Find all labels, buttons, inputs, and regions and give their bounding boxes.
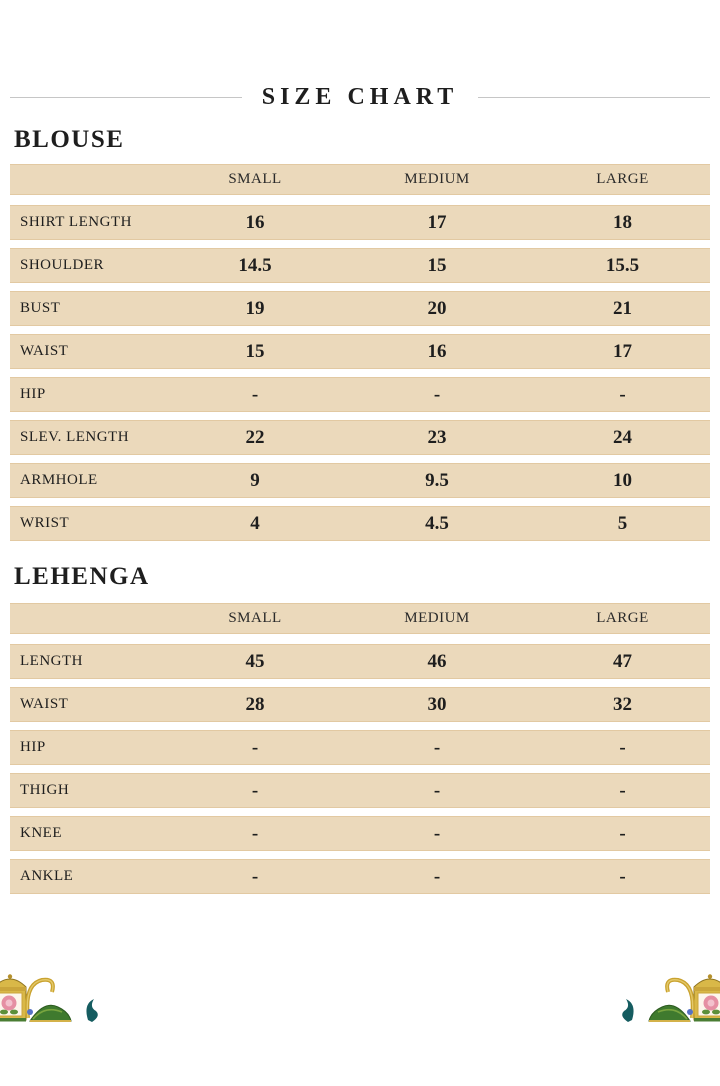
cell-value: 32 (613, 694, 632, 715)
cell-value: - (433, 780, 441, 801)
cell-value: 21 (613, 298, 632, 319)
cell-value: - (433, 384, 441, 405)
table-row (10, 463, 710, 498)
cell-value: - (619, 780, 626, 801)
cell-value: 45 (245, 651, 265, 672)
title-rule-left (10, 97, 242, 98)
cell-value: 18 (613, 212, 632, 233)
blouse-section (10, 126, 710, 541)
section-heading-lehenga: LEHENGA (14, 563, 150, 590)
row-label: ANKLE (20, 868, 74, 884)
cell-value: 4 (250, 513, 260, 534)
column-header-medium: MEDIUM (404, 171, 470, 187)
size-chart-header (10, 84, 710, 111)
column-header-small: SMALL (228, 610, 282, 626)
cell-value: 24 (613, 427, 632, 448)
row-label: HIP (20, 739, 46, 755)
row-label: LENGTH (20, 653, 83, 669)
table-row (10, 773, 710, 808)
cell-value: 22 (245, 427, 265, 448)
table-body (10, 205, 710, 541)
table-row (10, 687, 710, 722)
table-header-row (10, 164, 710, 195)
table-row (10, 291, 710, 326)
table-row (10, 730, 710, 765)
table-row (10, 506, 710, 541)
table-row (10, 205, 710, 240)
table-row (10, 334, 710, 369)
cell-value: 10 (613, 470, 632, 491)
cell-value: - (619, 737, 626, 758)
cell-value: 15.5 (605, 255, 640, 276)
size-chart-body (0, 126, 720, 894)
cell-value: 5 (617, 513, 628, 534)
title-rule-right (478, 97, 710, 98)
row-label: KNEE (20, 825, 62, 841)
cell-value: 16 (245, 212, 265, 233)
table-row (10, 859, 710, 894)
cell-value: - (619, 823, 626, 844)
cell-value: 16 (427, 341, 447, 362)
cell-value: - (251, 737, 259, 758)
table-row (10, 420, 710, 455)
table-row (10, 816, 710, 851)
column-header-medium: MEDIUM (404, 610, 470, 626)
cell-value: 47 (613, 651, 632, 672)
row-label: THIGH (20, 782, 70, 798)
table-body (10, 644, 710, 894)
table-row (10, 248, 710, 283)
cell-value: 19 (245, 298, 265, 319)
cell-value: - (251, 823, 259, 844)
row-label: WAIST (20, 343, 69, 359)
page-title: SIZE CHART (261, 84, 459, 110)
cell-value: - (251, 384, 259, 405)
cell-value: - (433, 737, 441, 758)
row-label: BUST (20, 300, 61, 316)
cell-value: 17 (427, 212, 447, 233)
cell-value: 20 (427, 298, 447, 319)
cell-value: 17 (613, 341, 632, 362)
cell-value: - (433, 823, 441, 844)
row-label: SHIRT LENGTH (20, 214, 132, 230)
cell-value: 9 (250, 470, 260, 491)
cell-value: - (433, 866, 441, 887)
blouse-size-table (10, 164, 710, 541)
lehenga-section (10, 563, 710, 894)
table-row (10, 644, 710, 679)
cell-value: 23 (427, 427, 447, 448)
cell-value: - (619, 866, 626, 887)
cell-value: - (251, 780, 259, 801)
cell-value: 15 (427, 255, 447, 276)
cell-value: 46 (427, 651, 447, 672)
corner-ornament-right-icon (610, 974, 720, 1026)
cell-value: 4.5 (425, 513, 449, 534)
table-row (10, 377, 710, 412)
table-header-row (10, 603, 710, 634)
cell-value: 15 (245, 341, 265, 362)
cell-value: 9.5 (425, 470, 449, 491)
cell-value: - (251, 866, 259, 887)
section-heading-blouse: BLOUSE (14, 126, 125, 153)
row-label: ARMHOLE (20, 472, 98, 488)
cell-value: 14.5 (238, 255, 272, 276)
row-label: SHOULDER (20, 257, 105, 273)
cell-value: 28 (245, 694, 265, 715)
cell-value: 30 (427, 694, 447, 715)
column-header-large: LARGE (596, 610, 649, 626)
row-label: WAIST (20, 696, 69, 712)
column-header-large: LARGE (596, 171, 649, 187)
column-header-small: SMALL (228, 171, 282, 187)
row-label: HIP (20, 386, 46, 402)
row-label: SLEV. LENGTH (20, 429, 130, 445)
lehenga-size-table (10, 603, 710, 894)
corner-ornament-left-icon (0, 974, 110, 1026)
row-label: WRIST (20, 515, 70, 531)
cell-value: - (619, 384, 626, 405)
